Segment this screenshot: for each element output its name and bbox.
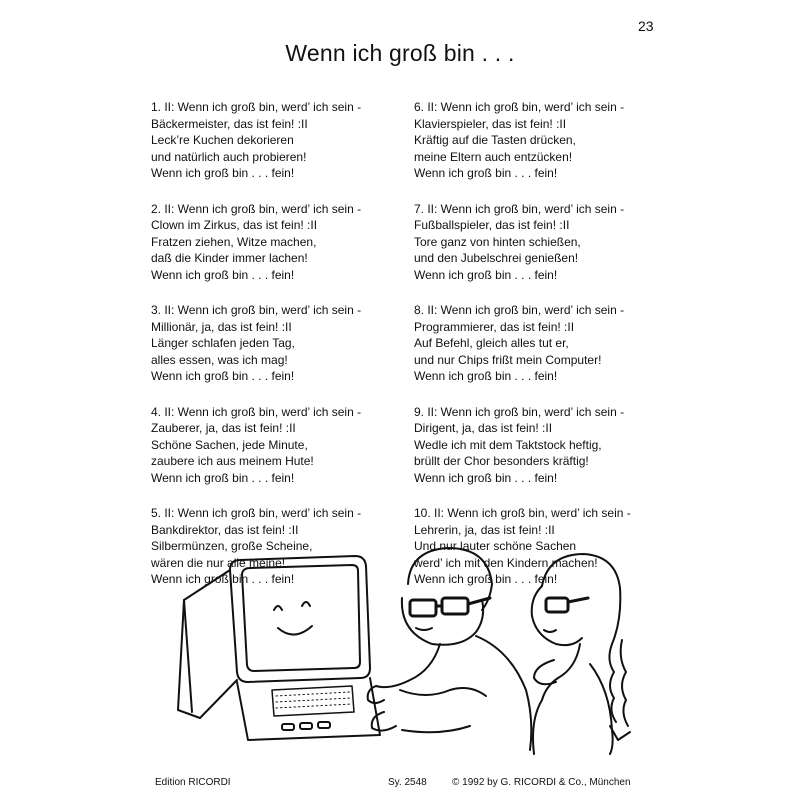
verse-line: 1. II: Wenn ich groß bin, werd’ ich sein -	[151, 100, 362, 114]
page-title: Wenn ich groß bin . . .	[285, 40, 515, 66]
verse-line: daß die Kinder immer lachen!	[151, 251, 308, 265]
verse-line: Schöne Sachen, jede Minute,	[151, 437, 308, 452]
verse-line: Millionär, ja, das ist fein! :II	[151, 319, 292, 334]
verse-line: Wenn ich groß bin . . . fein!	[414, 166, 558, 180]
girl-with-braids	[532, 554, 630, 754]
boy-with-glasses	[368, 548, 532, 750]
verse-line: Wenn ich groß bin . . . fein!	[414, 470, 558, 485]
verse-line: Silbermünzen, große Scheine,	[151, 539, 313, 553]
verse	[414, 404, 674, 487]
verse-line: Zauberer, ja, das ist fein! :II	[151, 421, 296, 435]
verse-line: Wenn ich groß bin . . . fein!	[151, 470, 295, 485]
verse-line: 5. II: Wenn ich groß bin, werd’ ich sein -	[151, 506, 362, 520]
verse-line: Wenn ich groß bin . . . fein!	[414, 369, 558, 383]
verse-line: Wenn ich groß bin . . . fein!	[414, 572, 558, 586]
verse-line: 4. II: Wenn ich groß bin, werd’ ich sein -	[151, 404, 362, 419]
verse-line: 2. II: Wenn ich groß bin, werd’ ich sein -	[151, 201, 362, 216]
verse	[151, 302, 411, 385]
verse	[414, 201, 674, 284]
verse-line: Kräftig auf die Tasten drücken,	[414, 133, 576, 147]
catalog-number: Sy. 2548	[388, 777, 427, 788]
verse-line: brüllt der Chor besonders kräftig!	[414, 454, 589, 468]
publisher-label: Edition RICORDI	[155, 777, 231, 788]
verse-line: 3. II: Wenn ich groß bin, werd’ ich sein -	[151, 303, 362, 317]
lyrics-column-left	[151, 99, 411, 607]
verse-line: Leck’re Kuchen dekorieren	[151, 133, 294, 147]
computer-monitor	[178, 556, 380, 740]
page-number: 23	[638, 18, 654, 34]
verse	[151, 99, 411, 182]
verse-line: 9. II: Wenn ich groß bin, werd’ ich sein -	[414, 404, 625, 419]
verse-line: Auf Befehl, gleich alles tut er,	[414, 336, 569, 350]
verse-line: Wenn ich groß bin . . . fein!	[414, 267, 558, 282]
verse-line: alles essen, was ich mag!	[151, 352, 288, 367]
verse-line: 10. II: Wenn ich groß bin, werd’ ich sein -	[414, 506, 631, 520]
verse-line: 8. II: Wenn ich groß bin, werd’ ich sein -	[414, 303, 625, 317]
verse-line: und nur Chips frißt mein Computer!	[414, 352, 602, 367]
verse-line: Dirigent, ja, das ist fein! :II	[414, 421, 553, 435]
verse	[414, 99, 674, 182]
verse-line: Und nur lauter schöne Sachen	[414, 539, 577, 553]
verse-line: Wenn ich groß bin . . . fein!	[151, 267, 295, 282]
verse-line: meine Eltern auch entzücken!	[414, 149, 573, 164]
copyright-notice: © 1992 by G. RICORDI & Co., München	[452, 777, 631, 788]
lyrics-column-right	[414, 99, 674, 607]
verse-line: Wenn ich groß bin . . . fein!	[151, 166, 295, 180]
verse-line: Länger schlafen jeden Tag,	[151, 336, 295, 350]
verse-line: wären die nur alle meine!	[151, 555, 286, 570]
verse-line: Wedle ich mit dem Taktstock heftig,	[414, 437, 602, 452]
verse-line: Tore ganz von hinten schießen,	[414, 234, 581, 249]
verse-line: Bäckermeister, das ist fein! :II	[151, 116, 308, 131]
children-at-computer-illustration	[170, 540, 660, 755]
verse-line: Lehrerin, ja, das ist fein! :II	[414, 522, 555, 537]
verse	[151, 201, 411, 284]
verse-line: und den Jubelschrei genießen!	[414, 251, 579, 265]
verse-line: Clown im Zirkus, das ist fein! :II	[151, 218, 318, 232]
verse-line: und natürlich auch probieren!	[151, 149, 307, 164]
verse-line: Programmierer, das ist fein! :II	[414, 319, 575, 334]
verse-line: Bankdirektor, das ist fein! :II	[151, 522, 299, 537]
verse-line: Wenn ich groß bin . . . fein!	[151, 572, 295, 586]
verse-line: 7. II: Wenn ich groß bin, werd’ ich sein -	[414, 201, 625, 216]
verse-line: 6. II: Wenn ich groß bin, werd’ ich sein -	[414, 100, 625, 114]
verse-line: Fußballspieler, das ist fein! :II	[414, 218, 570, 232]
verse-line: Klavierspieler, das ist fein! :II	[414, 116, 567, 131]
verse	[151, 404, 411, 487]
verse	[414, 302, 674, 385]
verse-line: Fratzen ziehen, Witze machen,	[151, 234, 317, 249]
verse-line: werd’ ich mit den Kindern machen!	[414, 555, 598, 570]
verse-line: Wenn ich groß bin . . . fein!	[151, 369, 295, 383]
verse-line: zaubere ich aus meinem Hute!	[151, 454, 314, 468]
